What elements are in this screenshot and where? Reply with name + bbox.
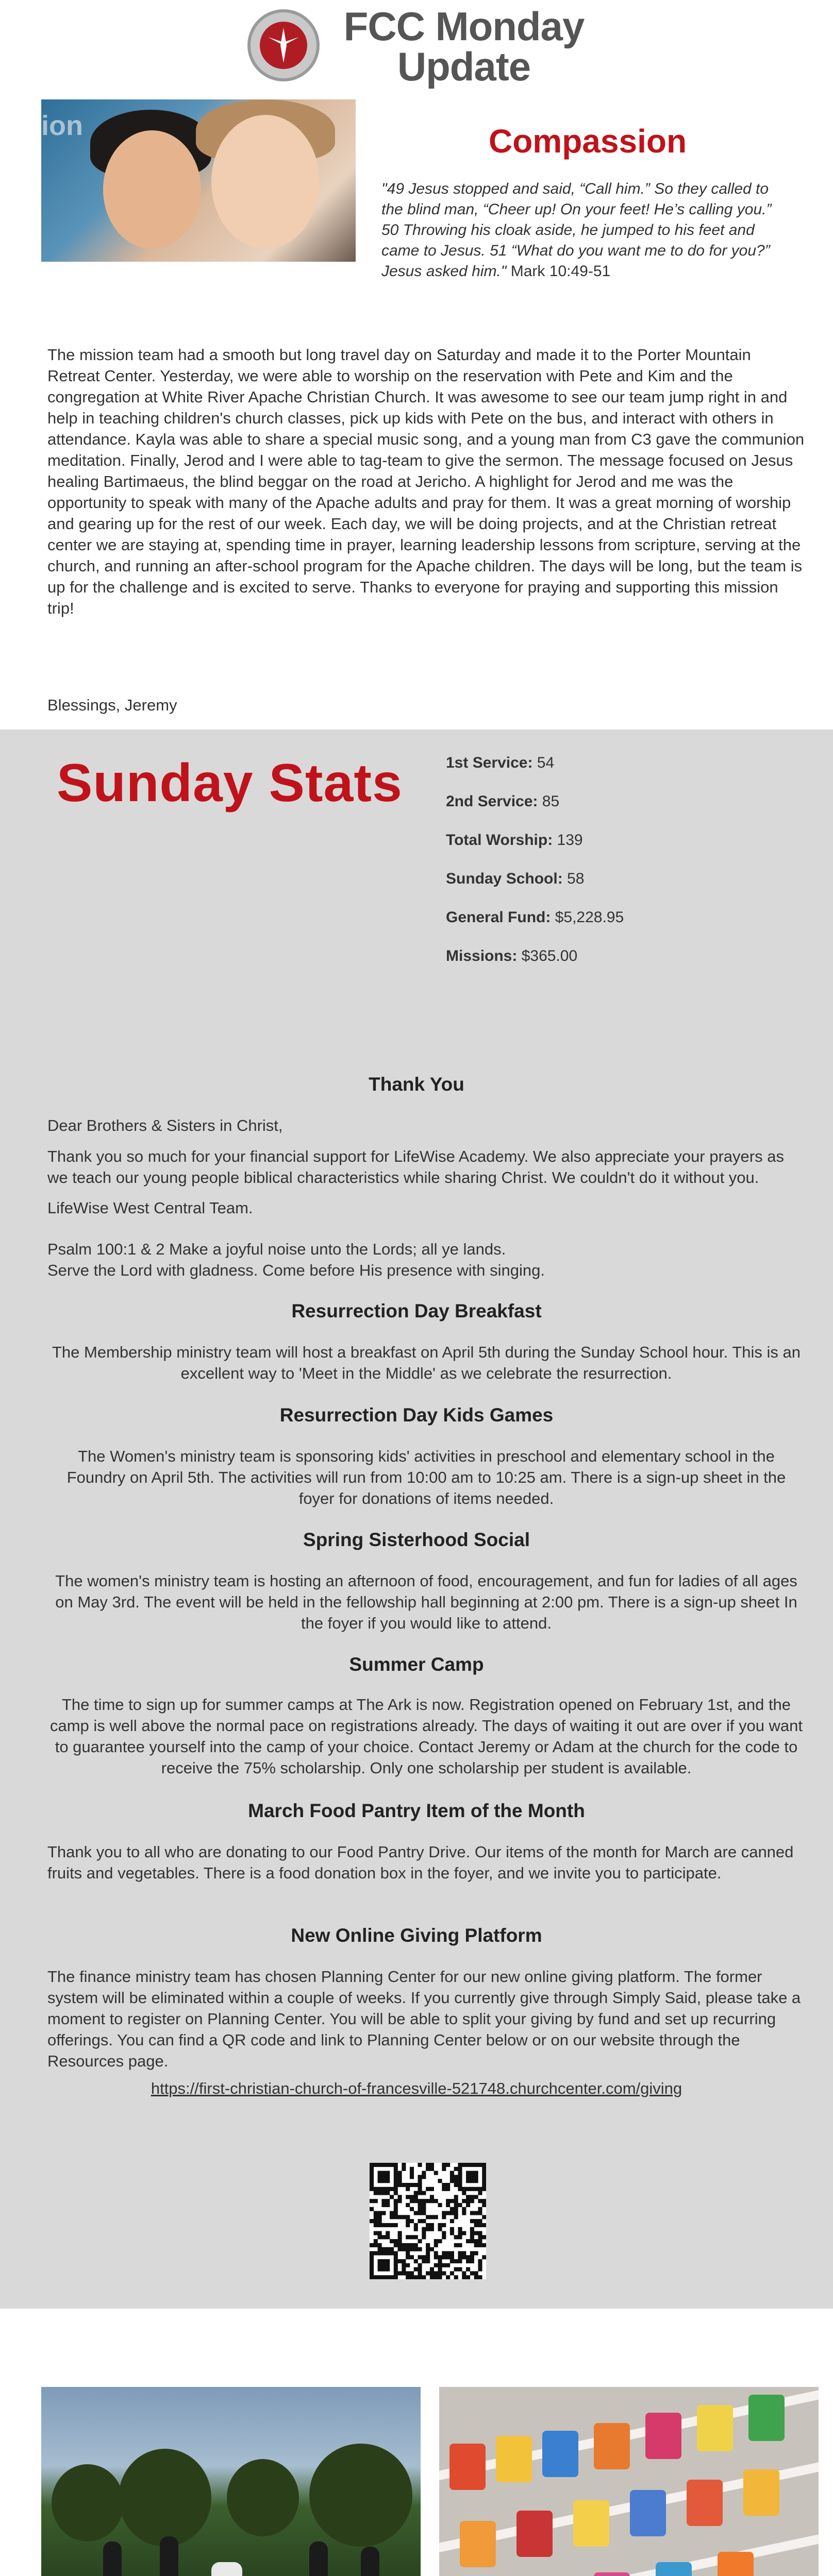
breakfast-body: The Membership ministry team will host a breakfast on April 5th during the Sunday School hour. This is an excellent way to 'Meet in the Middle' as we celebrate the resurrection.	[52, 1343, 801, 1382]
kids-games-heading: Resurrection Day Kids Games	[279, 1404, 554, 1426]
sunday-stats-title: Sunday Stats	[57, 753, 403, 813]
stat-row: General Fund: $5,228.95	[446, 909, 624, 926]
psalm-line-2: Serve the Lord with gladness. Come before His presence with singing.	[47, 1261, 545, 1279]
mission-update-text: The mission team had a smooth but long travel day on Saturday and made it to the Porter Mountain Retreat Center. Yesterday, we were able to worship on the reservation with Pete and Kim and the congregation at White River Apache Christian Church. It was awesome to see our team jump right in and help in teaching children's church classes, pick up kids with Pete on the bus, and interact with others in attendance. Kayla was able to share a special music song, and a young man from C3 gave the communion meditation. Finally, Jerod and I were able to tag-team to give the sermon. The message focused on Jesus healing Bartimaeus, the blind beggar on the road at Jericho. A highlight for Jerod and me was the opportunity to speak with many of the Apache adults and pray for them. It was a great morning of worship and gearing up for the rest of our week. Each day, we will be doing projects, and at the Christian retreat center we are staying at, spending time in prayer, learning leadership lessons from scripture, serving at the church, and running an after-school program for the Apache children. The days will be long, but the team is up for the challenge and is excited to serve. Thanks to everyone for praying and supporting this mission trip!	[47, 346, 805, 617]
summer-camp-heading: Summer Camp	[349, 1654, 484, 1675]
compassion-title: Compassion	[488, 123, 687, 160]
foundry-photo	[41, 2387, 421, 2576]
sisterhood-body: The women's ministry team is hosting an afternoon of food, encouragement, and fun for ladies of all ages on May 3rd. The event will be held in the fellowship hall beginning at 2:00 pm. There is a sign-up sheet In the foyer if you would like to attend.	[55, 1572, 797, 1632]
food-pantry-heading: March Food Pantry Item of the Month	[248, 1800, 585, 1821]
thank-you-heading: Thank You	[369, 1074, 464, 1095]
food-pantry-body: Thank you to all who are donating to our Food Pantry Drive. Our items of the month for March are canned fruits and vegetables. There is a food donation box in the foyer, and we invite you to participate.	[47, 1843, 794, 1882]
stat-row: Sunday School: 58	[446, 870, 585, 887]
stat-row: 1st Service: 54	[446, 754, 555, 771]
compassion-section	[0, 90, 833, 280]
giving-body: The finance ministry team has chosen Planning Center for our new online giving platform. The former system will be eliminated within a couple of weeks. If you currently give through Simply Said, please take a moment to register on Planning Center. You will be able to split your giving by fund and set up recurring offerings. You can find a QR code and link to Planning Center below or on our website through the Resources page.	[47, 1968, 801, 2070]
giving-link[interactable]: https://first-christian-church-of-francesville-521748.churchcenter.com/giving	[151, 2079, 682, 2097]
spark-food-bags-photo	[439, 2387, 819, 2576]
stats-list	[446, 753, 807, 985]
newsletter-title: FCC Monday Update	[343, 4, 585, 89]
stat-row: Total Worship: 139	[446, 832, 583, 849]
summer-camp-body: The time to sign up for summer camps at The Ark is now. Registration opened on February 1st, and the camp is well above the normal pace on registrations already. The days of waiting it out are over if you want to guarantee yourself into the camp of your choice. Contact Jeremy or Adam at the church for the code to receive the 75% scholarship. Only one scholarship per student is available.	[49, 1696, 803, 1777]
psalm-line-1: Psalm 100:1 & 2 Make a joyful noise unto the Lords; all ye lands.	[47, 1240, 506, 1258]
girls-photo: ion	[41, 99, 356, 262]
newsletter-header	[0, 0, 833, 90]
scripture-reference: Mark 10:49-51	[506, 263, 611, 280]
thank-you-sign: LifeWise West Central Team.	[47, 1199, 253, 1217]
church-logo-icon	[247, 9, 320, 81]
giving-heading: New Online Giving Platform	[291, 1925, 542, 1946]
breakfast-heading: Resurrection Day Breakfast	[291, 1300, 542, 1321]
kids-games-body: The Women's ministry team is sponsoring kids' activities in preschool and elementary school in the Foundry on April 5th. The activities will run from 10:00 am to 10:25 am. There is a sign-up sheet in the foyer for donations of items needed.	[66, 1447, 786, 1507]
scripture-quote: "49 Jesus stopped and said, “Call him.” So they called to the blind man, “Cheer up! On your feet! He’s calling you.” 50 Throwing his cloak aside, he jumped to his feet and came to Jesus. 51 “What do you want me to do for you?” Jesus asked him." Mark 10:49-51	[381, 180, 772, 280]
stat-row: 2nd Service: 85	[446, 793, 560, 810]
giving-qr-code-icon[interactable]	[370, 2163, 486, 2279]
thank-you-greeting: Dear Brothers & Sisters in Christ,	[47, 1116, 283, 1134]
signoff: Blessings, Jeremy	[47, 696, 177, 714]
thank-you-body: Thank you so much for your financial support for LifeWise Academy. We also appreciate your prayers as we teach our young people biblical characteristics while sharing Christ. We couldn't do it without you.	[47, 1147, 784, 1187]
stat-row: Missions: $365.00	[446, 947, 578, 964]
sisterhood-heading: Spring Sisterhood Social	[303, 1529, 530, 1550]
announcements-band	[0, 730, 833, 2309]
